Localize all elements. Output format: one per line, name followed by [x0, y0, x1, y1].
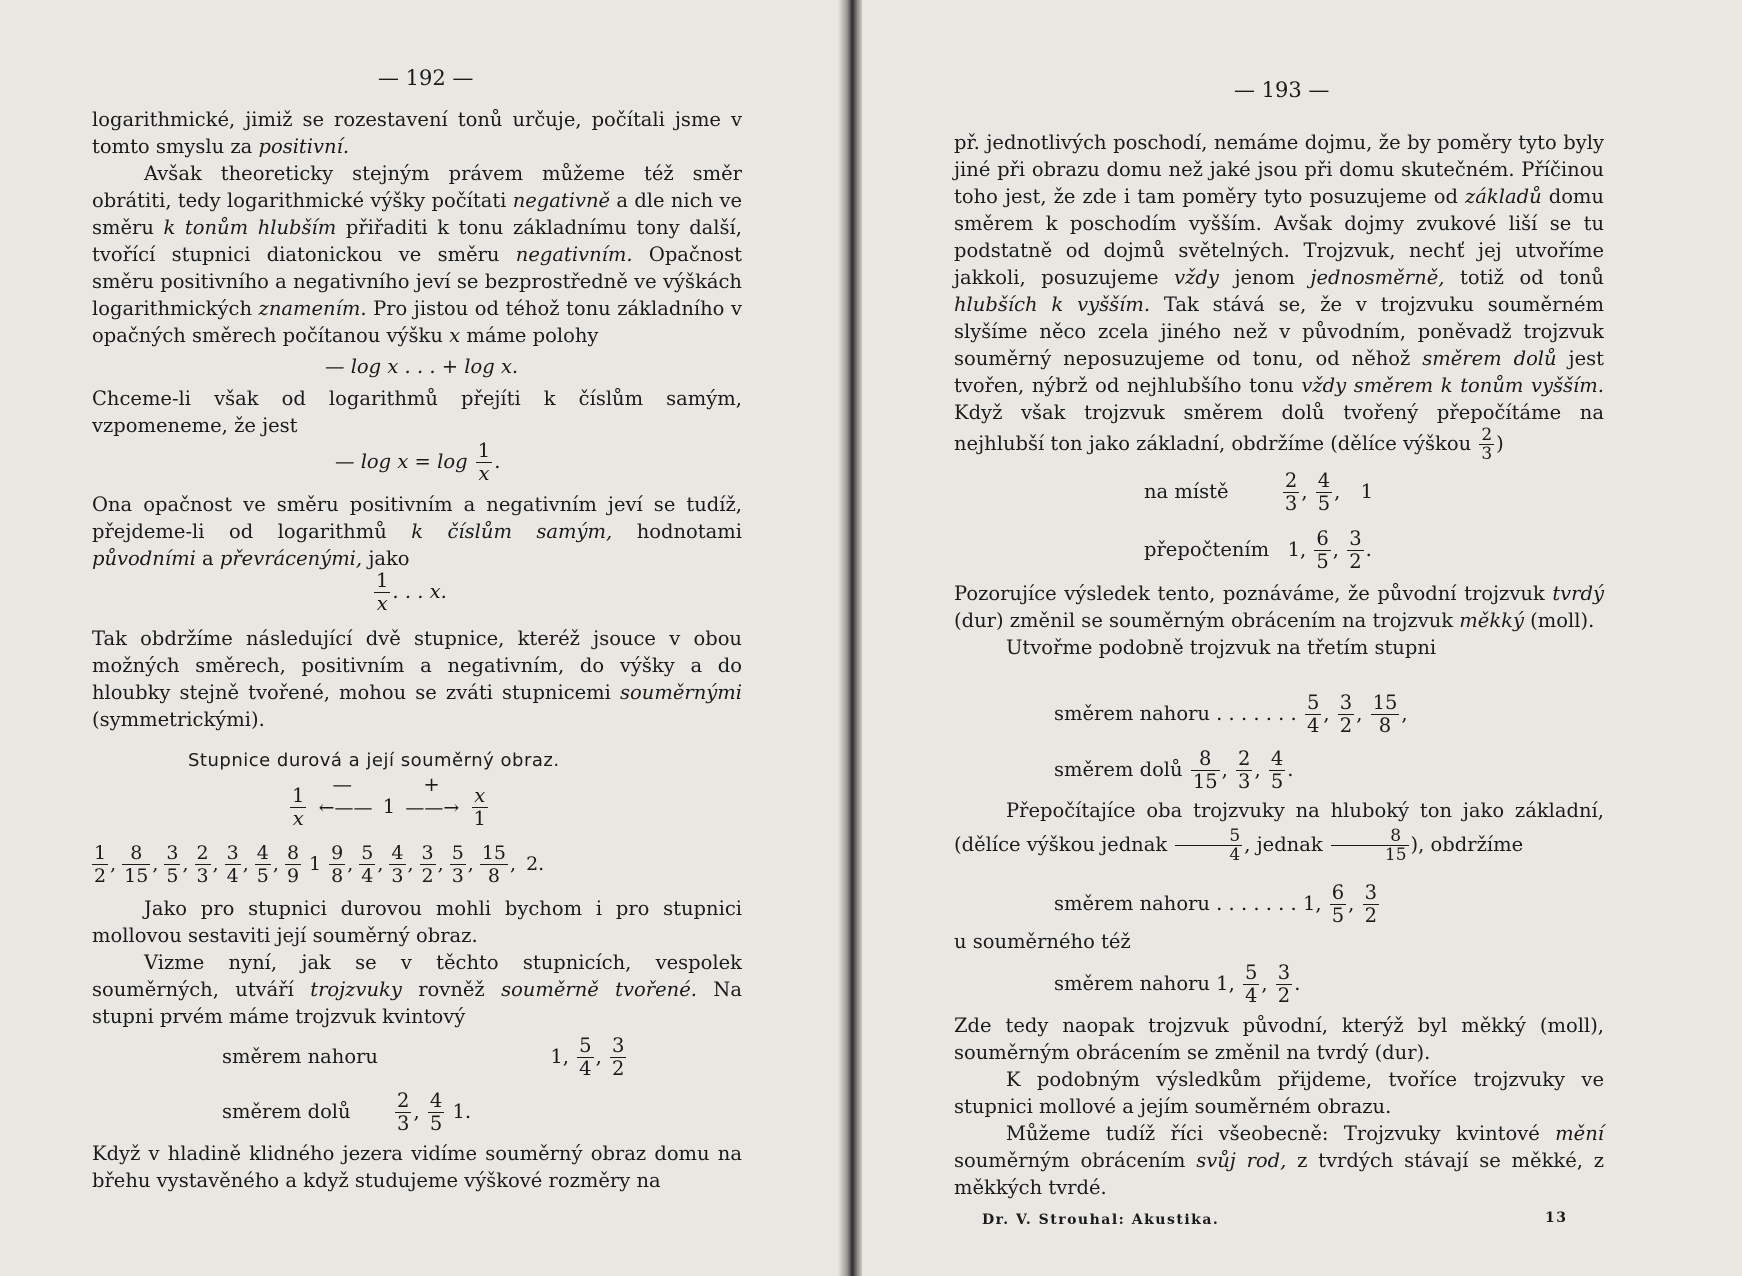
scale-row: $\frac{1}{2}$ , $\frac{8}{15}$ , $\frac{3}{5}$ , $\frac{2}{3}$ , $\frac{3}{4}$ , $\frac{4}{5}$ , $\frac{8}{9}$ 1 $\frac{9}{8}$ , $\frac{5}{4}$ , $\frac{4}{3}$ , $\frac{3}{2}$ , $\frac{5}{3}$ , $\frac{15}{8}$ , 2.	[94, 842, 545, 887]
book-gutter	[838, 0, 864, 1276]
triad-third-up: směrem nahoru . . . . . . . $\frac{5}{4}$ , $\frac{3}{2}$ , $\frac{15}{8}$ ,	[1054, 691, 1408, 737]
scale-fraction: $\frac{3}{4}$	[226, 842, 239, 887]
paragraph: Ona opačnost ve směru positivním a negativním jeví se tudíž, přejdeme-li od logarithmů k číslům samým, hodnotami původními a převrácenými, jako	[92, 493, 742, 570]
arrow-right-icon: ——→	[405, 796, 460, 819]
triad-recalculated: přepočtením 1, $\frac{6}{5}$ , $\frac{3}{2}$ .	[1144, 527, 1372, 573]
triad-third-down: směrem dolů $\frac{8}{15}$ , $\frac{2}{3}$ , $\frac{4}{5}$ .	[1054, 747, 1294, 793]
paragraph: logarithmické, jimiž se rozestavení tonů určuje, počítali jsme v tomto smyslu za positivní. Avšak theoreticky stejným právem můžeme též směr obrátiti, tedy logarithmické výšky počítati negativně a dle nich ve směru k tonům hlubším přiřaditi k tonu základnímu tony další, tvořící stupnici diatonickou ve směru negativním. Opačnost směru positivního a negativního jeví se bezprostředně ve výškách logarithmických znamením. Pro jistou od téhož tonu základního v opačných směrech počítanou výšku x máme polohy	[92, 108, 743, 347]
scale-fraction: $\frac{4}{3}$	[391, 842, 404, 887]
scale-fraction: $\frac{2}{3}$	[196, 842, 209, 887]
scale-fraction: $\frac{15}{8}$	[481, 842, 507, 887]
paragraph: Tak obdržíme následující dvě stupnice, kteréž jsouce v obou možných směrech, positivním a negativním, do výšky a do hloubky stejně tvořené, mohou se zváti stupnicemi souměrnými (symmetrickými).	[92, 627, 742, 731]
paragraph: Pozorujíce výsledek tento, poznáváme, že původní trojzvuk tvrdý (dur) změnil se souměrným obrácením na trojzvuk měkký (moll). Utvořme podobně trojzvuk na třetím stupni	[954, 582, 1604, 659]
equation: — log x = log $\frac{1}{x}$ .	[335, 439, 501, 485]
text-line: u souměrného též	[954, 930, 1131, 953]
arrow-left-icon: ←——	[318, 796, 373, 819]
scale-fraction: $\frac{5}{3}$	[451, 842, 464, 887]
paragraph: Jako pro stupnici durovou mohli bychom i pro stupnici mollovou sestaviti její souměrný obraz. Vizme nyní, jak se v těchto stupnicích, vespolek souměrných, utváří trojzvuky rovněž souměrně tvořené. Na stupni prvém máme trojzvuk kvintový	[92, 897, 742, 1028]
left-page	[0, 0, 850, 1276]
triad-symmetric-up: směrem nahoru 1, $\frac{5}{4}$ , $\frac{3}{2}$ .	[1054, 961, 1301, 1007]
direction-arrows: $\frac{1}{x}$ ←—— — 1 + ——→ $\frac{x}{1}$	[292, 773, 486, 830]
scale-fraction: $\frac{4}{5}$	[256, 842, 269, 887]
equation: — log x . . . + log x.	[325, 355, 519, 378]
paragraph: Zde tedy naopak trojzvuk původní, kterýž byl měkký (moll), souměrným obrácením se změnil na tvrdý (dur). K podobným výsledkům přijdeme, tvoříce trojzvuky ve stupnici mollové a jejím souměrném obrazu. Můžeme tudíž říci všeobecně: Trojzvuky kvintové mění souměrným obrácením svůj rod, z tvrdých stávají se měkké, z měkkých tvrdé.	[954, 1014, 1605, 1199]
scale-fraction: $\frac{3}{5}$	[166, 842, 179, 887]
equation: $\frac{1}{x}$ . . . x.	[376, 569, 447, 615]
figure-caption: Stupnice durová a její souměrný obraz.	[188, 750, 560, 771]
page-number: — 192 —	[378, 66, 474, 90]
triad-original: na místě $\frac{2}{3}$ , $\frac{4}{5}$ , 1	[1144, 469, 1373, 515]
footer-author: Dr. V. Strouhal: Akustika.	[982, 1212, 1220, 1228]
scale-fraction: $\frac{1}{2}$	[94, 842, 107, 887]
paragraph: Přepočítajíce oba trojzvuky na hluboký ton jako základní, (dělíce výškou jednak $\frac{5}{4}$ , jednak $\frac{8}{15}$ ), obdržíme	[954, 799, 1604, 865]
footer-sheet-number: 13	[1545, 1210, 1568, 1226]
scale-fraction: $\frac{9}{8}$	[331, 842, 344, 887]
paragraph: Když v hladině klidného jezera vidíme souměrný obraz domu na břehu vystavěného a když studujeme výškové rozměry na	[92, 1142, 742, 1192]
scale-fraction: $\frac{5}{4}$	[361, 842, 374, 887]
paragraph: př. jednotlivých poschodí, nemáme dojmu, že by poměry tyto byly jiné při obrazu domu než jaké jsou při domu skutečném. Příčinou toho jest, že zde i tam poměry tyto posuzujeme od základů domu směrem k poschodím vyšším. Avšak dojmy zvukové liší se tu podstatně od dojmů světelných. Trojzvuk, nechť jej utvoříme jakkoli, posuzujeme vždy jenom jednosměrně, totiž od tonů hlubších k vyšším. Tak stává se, že v trojzvuku souměrném slyšíme něco zcela jiného než v původním, poněvadž trojzvuk souměrný neposuzujeme od tonu, od něhož směrem dolů jest tvořen, nýbrž od nejhlubšího tonu vždy směrem k tonům vyšším. Když však trojzvuk směrem dolů tvořený přepočítáme na nejhlubší ton jako základní, obdržíme (dělíce výškou $\frac{2}{3}$ )	[954, 131, 1604, 464]
page-number: — 193 —	[1234, 78, 1330, 102]
triad-down: směrem dolů $\frac{2}{3}$ , $\frac{4}{5}$ 1.	[222, 1089, 472, 1135]
paragraph: Chceme-li však od logarithmů přejíti k číslům samým, vzpomeneme, že jest	[92, 387, 742, 437]
triad-recalc-up: směrem nahoru . . . . . . . 1, $\frac{6}{5}$ , $\frac{3}{2}$	[1054, 881, 1377, 927]
scale-integer: 2.	[526, 852, 545, 875]
scale-integer: 1	[309, 852, 322, 875]
right-page	[862, 0, 1742, 1276]
triad-up: směrem nahoru 1, $\frac{5}{4}$ , $\frac{3}{2}$	[222, 1034, 625, 1080]
scale-fraction: $\frac{8}{9}$	[286, 842, 300, 887]
scale-fraction: $\frac{3}{2}$	[421, 842, 434, 887]
scale-fraction: $\frac{8}{15}$	[124, 842, 149, 887]
